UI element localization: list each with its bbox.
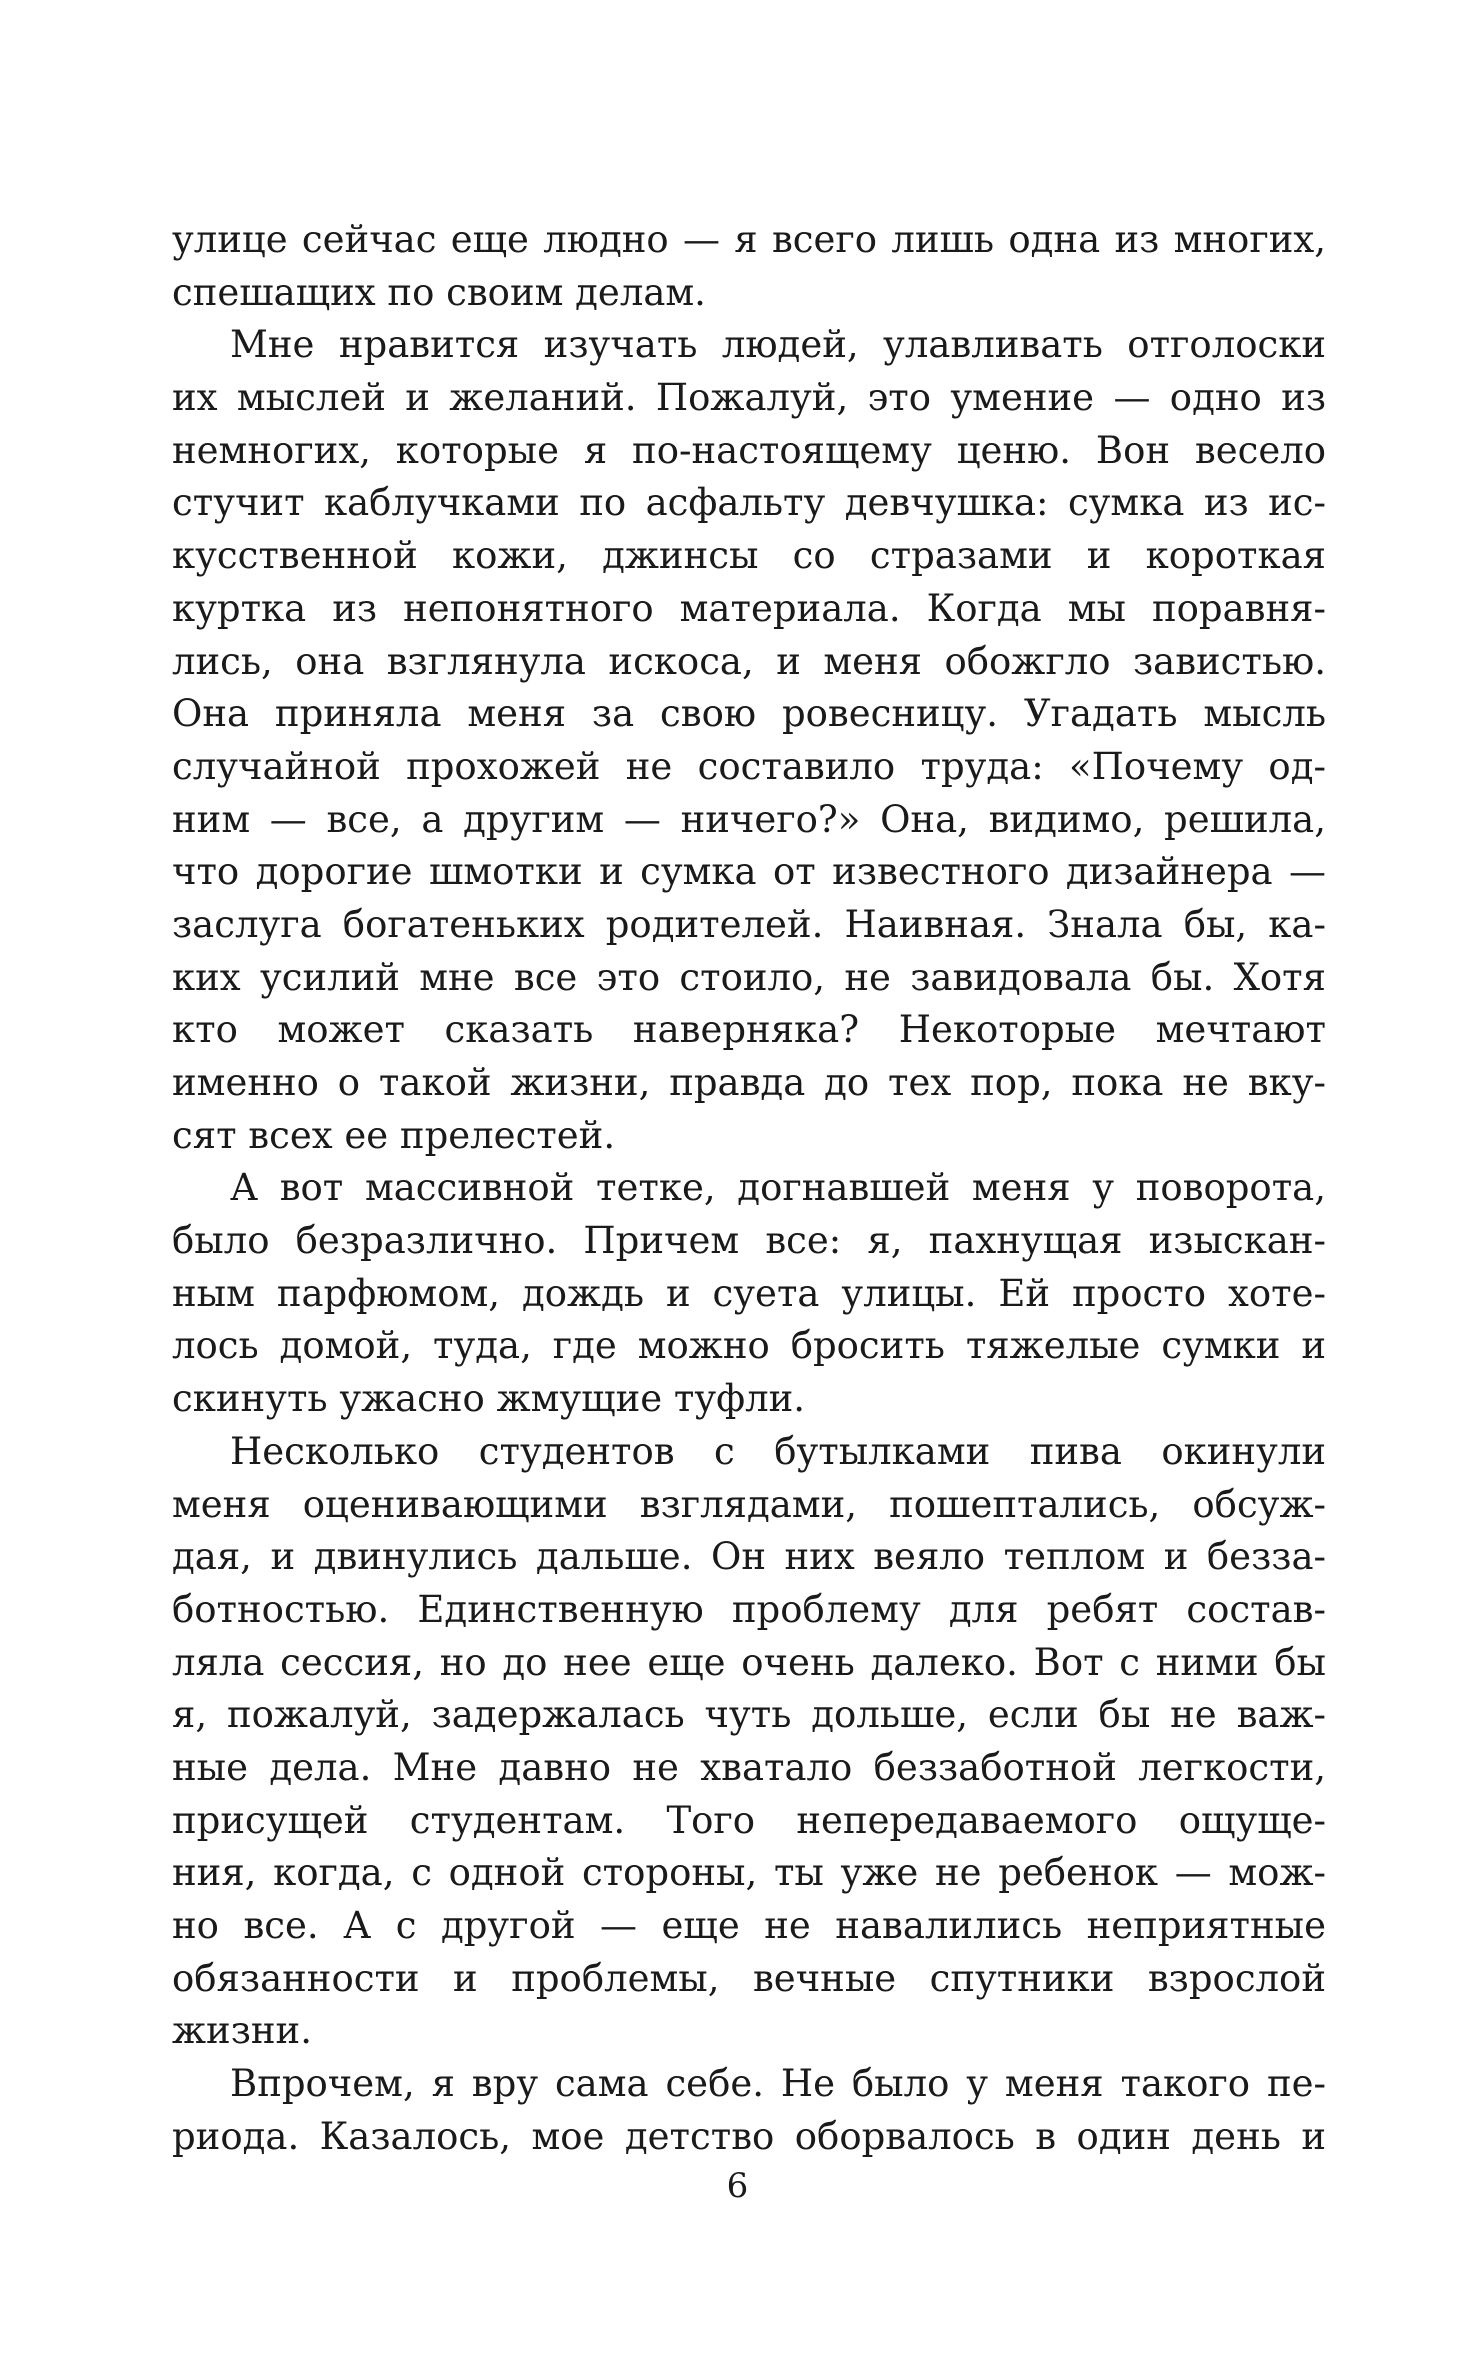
text-line: присущей студентам. Того непередаваемого ощуще- (172, 1798, 1326, 1842)
text-line: спешащих по своим делам. (172, 270, 706, 314)
text-line: Несколько студентов с бутылками пива окинули (230, 1429, 1326, 1473)
text-line: меня оценивающими взглядами, пошептались, обсуж- (172, 1482, 1326, 1526)
text-line: ляла сессия, но до нее еще очень далеко. Вот с ними бы (172, 1640, 1326, 1684)
text-line: ным парфюмом, дождь и суета улицы. Ей просто хоте- (172, 1271, 1326, 1315)
text-line: ких усилий мне все это стоило, не завидовала бы. Хотя (172, 955, 1326, 999)
text-line: Впрочем, я вру сама себе. Не было у меня такого пе- (230, 2062, 1326, 2106)
text-line: именно о такой жизни, правда до тех пор, пока не вку- (172, 1061, 1326, 1104)
text-line: ботностью. Единственную проблему для ребят состав- (172, 1587, 1326, 1631)
paragraph (172, 2058, 1326, 2163)
text-line: А вот массивной тетке, догнавшей меня у поворота, (230, 1166, 1326, 1210)
body-text (172, 214, 1326, 2163)
paragraph (172, 214, 1326, 319)
text-line: ния, когда, с одной стороны, ты уже не ребенок — мож- (172, 1851, 1326, 1895)
text-line: ные дела. Мне давно не хватало беззаботной легкости, (172, 1745, 1326, 1789)
text-line: ним — все, а другим — ничего?» Она, видимо, решила, (172, 797, 1326, 841)
paragraph (172, 1426, 1326, 2058)
text-line: кусственной кожи, джинсы со стразами и короткая (172, 534, 1326, 578)
text-line: случайной прохожей не составило труда: «Почему од- (172, 744, 1326, 788)
text-line: Она приняла меня за свою ровесницу. Угадать мысль (172, 692, 1326, 736)
text-line: я, пожалуй, задержалась чуть дольше, если бы не важ- (172, 1693, 1326, 1737)
text-line: их мыслей и желаний. Пожалуй, это умение — одно из (172, 376, 1326, 420)
text-line: кто может сказать наверняка? Некоторые мечтают (172, 1008, 1326, 1052)
text-line: что дорогие шмотки и сумка от известного дизайнера — (172, 850, 1326, 894)
text-line: куртка из непонятного материала. Когда мы поравня- (172, 586, 1326, 630)
text-line: жизни. (172, 2009, 312, 2053)
text-line: обязанности и проблемы, вечные спутники взрослой (172, 1956, 1326, 2000)
text-line: улице сейчас еще людно — я всего лишь одна из многих, (172, 218, 1326, 261)
text-line: заслуга богатеньких родителей. Наивная. Знала бы, ка- (172, 902, 1326, 946)
text-line: сят всех ее прелестей. (172, 1113, 616, 1157)
text-line: лось домой, туда, где можно бросить тяжелые сумки и (172, 1324, 1326, 1368)
page (172, 214, 1326, 2163)
text-line: было безразлично. Причем все: я, пахнущая изыскан- (172, 1219, 1326, 1263)
text-line: стучит каблучками по асфальту девчушка: сумка из ис- (172, 481, 1326, 525)
text-line: немногих, которые я по-настоящему ценю. Вон весело (172, 428, 1326, 472)
paragraph (172, 1162, 1326, 1425)
page-number: 6 (726, 2166, 749, 2206)
text-line: риода. Казалось, мое детство оборвалось в один день и (172, 2114, 1326, 2158)
text-line: Мне нравится изучать людей, улавливать отголоски (230, 323, 1326, 367)
text-line: но все. А с другой — еще не навалились неприятные (172, 1904, 1326, 1947)
text-line: лись, она взглянула искоса, и меня обожгло завистью. (172, 639, 1326, 683)
text-line: скинуть ужасно жмущие туфли. (172, 1377, 806, 1421)
text-line: дая, и двинулись дальше. Он них веяло теплом и безза- (172, 1535, 1326, 1579)
paragraph (172, 319, 1326, 1162)
